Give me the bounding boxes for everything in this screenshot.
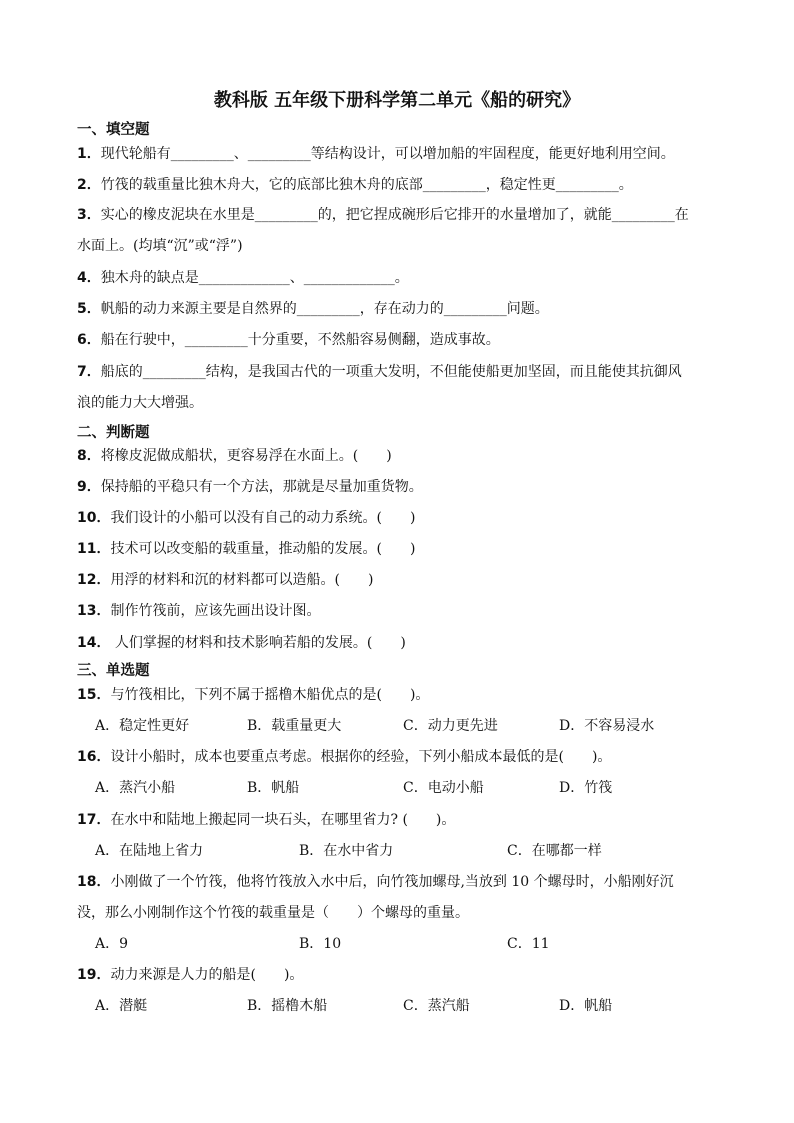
question-7 xyxy=(77,362,682,382)
question-text: 技术可以改变船的载重量，推动船的发展。( ) xyxy=(110,541,416,557)
question-15 xyxy=(77,685,429,705)
question-text: 我们设计的小船可以没有自己的动力系统。( ) xyxy=(110,510,416,526)
question-text: 设计小船时，成本也要重点考虑。根据你的经验，下列小船成本最低的是( )。 xyxy=(110,749,612,765)
question-number: 5． xyxy=(77,301,101,317)
question-3 xyxy=(77,205,689,225)
question-number: 4． xyxy=(77,270,101,286)
question-12 xyxy=(77,570,373,590)
question-text: 船在行驶中，_________十分重要，不然船容易侧翻，造成事故。 xyxy=(100,332,500,348)
question-11 xyxy=(77,539,415,559)
section-heading-fill-in: 一、填空题 xyxy=(77,122,150,138)
option-c: C．蒸汽船 xyxy=(403,998,470,1014)
question-number: 15． xyxy=(77,687,111,703)
question-6 xyxy=(77,330,500,350)
question-number: 6． xyxy=(77,332,101,348)
question-number: 7． xyxy=(77,364,101,380)
option-a: A．蒸汽小船 xyxy=(95,780,176,796)
question-3-continued: 水面上。(均填“沉”或“浮”) xyxy=(77,238,243,254)
question-number: 19． xyxy=(77,967,111,983)
question-number: 8． xyxy=(77,448,101,464)
option-d: D．帆船 xyxy=(559,998,613,1014)
question-text: 帆船的动力来源主要是自然界的_________，存在动力的_________问题。 xyxy=(100,301,549,317)
question-10 xyxy=(77,508,415,528)
option-b: B．10 xyxy=(299,936,342,952)
option-a: A．潜艇 xyxy=(95,998,148,1014)
option-b: B．帆船 xyxy=(247,780,300,796)
question-text: 用浮的材料和沉的材料都可以造船。( ) xyxy=(110,572,374,588)
question-1 xyxy=(77,144,675,164)
question-number: 18． xyxy=(77,874,111,890)
option-b: B．摇橹木船 xyxy=(247,998,328,1014)
question-7-continued: 浪的能力大大增强。 xyxy=(77,395,203,411)
option-d: D．不容易浸水 xyxy=(559,718,655,734)
section-heading-single-choice: 三、单选题 xyxy=(77,663,150,679)
option-c: C．电动小船 xyxy=(403,780,484,796)
question-number: 9． xyxy=(77,479,101,495)
question-16 xyxy=(77,747,611,767)
question-number: 17． xyxy=(77,812,111,828)
option-d: D．竹筏 xyxy=(559,780,613,796)
question-number: 2． xyxy=(77,177,101,193)
question-text: 独木舟的缺点是_____________、_____________。 xyxy=(100,270,409,286)
question-text: 船底的_________结构，是我国古代的一项重大发明，不但能使船更加坚固，而且能使其抗御风 xyxy=(100,364,682,380)
section-heading-true-false: 二、判断题 xyxy=(77,425,150,441)
page-title: 教科版 五年级下册科学第二单元《船的研究》 xyxy=(213,90,581,111)
question-9 xyxy=(77,477,423,497)
question-19 xyxy=(77,965,303,985)
question-text: 与竹筏相比，下列不属于摇橹木船优点的是( )。 xyxy=(110,687,430,703)
question-5 xyxy=(77,299,549,319)
question-17 xyxy=(77,810,455,830)
question-number: 12． xyxy=(77,572,111,588)
question-text: 竹筏的载重量比独木舟大，它的底部比独木舟的底部_________，稳定性更_________。 xyxy=(100,177,633,193)
question-14 xyxy=(77,633,406,653)
question-8 xyxy=(77,446,392,466)
question-number: 3． xyxy=(77,207,101,223)
option-a: A．9 xyxy=(95,936,129,952)
question-18 xyxy=(77,872,674,892)
question-4 xyxy=(77,268,409,288)
question-13 xyxy=(77,601,320,621)
option-c: C．11 xyxy=(507,936,550,952)
question-text: 制作竹筏前，应该先画出设计图。 xyxy=(110,603,321,619)
question-text: 实心的橡皮泥块在水里是_________的，把它捏成碗形后它排开的水量增加了，就能_________在 xyxy=(100,207,689,223)
question-text: 保持船的平稳只有一个方法，那就是尽量加重货物。 xyxy=(100,479,423,495)
question-text: 现代轮船有_________、_________等结构设计，可以增加船的牢固程度，能更好地利用空间。 xyxy=(100,146,675,162)
question-18-continued: 没，那么小刚制作这个竹筏的载重量是（ ）个螺母的重量。 xyxy=(77,905,469,921)
question-number: 13． xyxy=(77,603,111,619)
question-text: 将橡皮泥做成船状，更容易浮在水面上。( ) xyxy=(100,448,392,464)
question-number: 1． xyxy=(77,146,101,162)
question-text: 人们掌握的材料和技术影响若船的发展。( ) xyxy=(110,635,406,651)
question-text: 在水中和陆地上搬起同一块石头，在哪里省力? ( )。 xyxy=(110,812,456,828)
option-a: A．在陆地上省力 xyxy=(95,843,204,859)
question-number: 14． xyxy=(77,635,111,651)
question-number: 16． xyxy=(77,749,111,765)
question-number: 10． xyxy=(77,510,111,526)
option-c: C．在哪都一样 xyxy=(507,843,602,859)
option-b: B．在水中省力 xyxy=(299,843,394,859)
question-text: 动力来源是人力的船是( )。 xyxy=(110,967,304,983)
option-a: A．稳定性更好 xyxy=(95,718,190,734)
option-c: C．动力更先进 xyxy=(403,718,498,734)
question-number: 11． xyxy=(77,541,111,557)
option-b: B．载重量更大 xyxy=(247,718,342,734)
question-2 xyxy=(77,175,633,195)
question-text: 小刚做了一个竹筏，他将竹筏放入水中后，向竹筏加螺母,当放到 10 个螺母时，小船刚好沉 xyxy=(110,874,674,890)
